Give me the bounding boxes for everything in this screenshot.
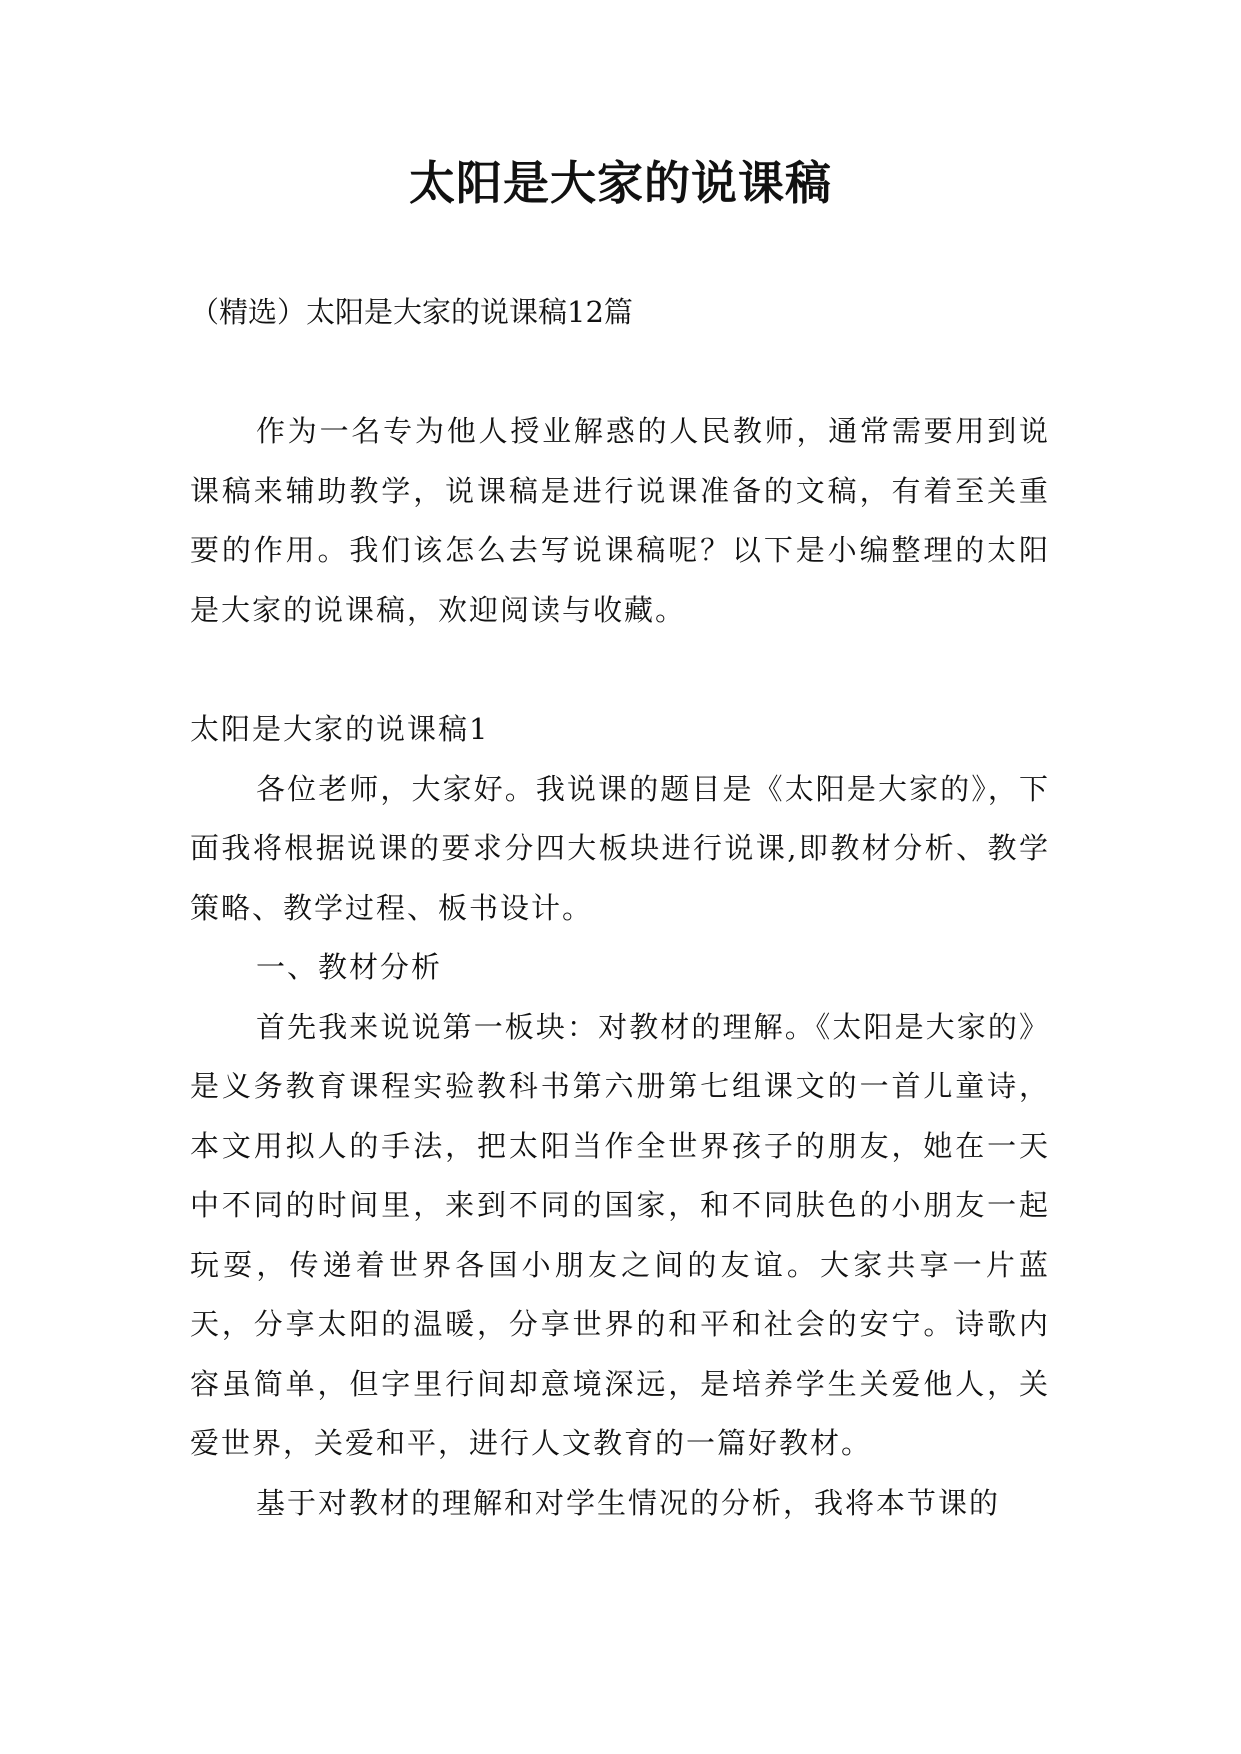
- paragraph: 各位老师，大家好。我说课的题目是《太阳是大家的》，下面我将根据说课的要求分四大板块进行说课,即教材分析、教学策略、教学过程、板书设计。: [190, 771, 1050, 925]
- document-subtitle: （精选）太阳是大家的说课稿12篇: [190, 295, 633, 329]
- section-1: [190, 700, 1050, 1533]
- paragraph: 首先我来说说第一板块：对教材的理解。《太阳是大家的》是义务教育课程实验教科书第六册第七组课文的一首儿童诗，本文用拟人的手法，把太阳当作全世界孩子的朋友，她在一天中不同的时间里，来到不同的国家，和不同肤色的小朋友一起玩耍，传递着世界各国小朋友之间的友谊。大家共享一片蓝天，分享太阳的温暖，分享世界的和平和社会的安宁。诗歌内容虽简单，但字里行间却意境深远，是培养学生关爱他人，关爱世界，关爱和平，进行人文教育的一篇好教材。: [190, 1009, 1050, 1460]
- subsection-heading: 一、教材分析: [256, 950, 443, 984]
- paragraph: 基于对教材的理解和对学生情况的分析，我将本节课的: [256, 1485, 1001, 1520]
- intro-paragraph: 作为一名专为他人授业解惑的人民教师，通常需要用到说课稿来辅助教学，说课稿是进行说课准备的文稿，有着至关重要的作用。我们该怎么去写说课稿呢？以下是小编整理的太阳是大家的说课稿，欢迎阅读与收藏。: [190, 414, 1050, 627]
- document-title: 太阳是大家的说课稿: [409, 156, 832, 210]
- intro-block: [190, 402, 1050, 640]
- section-heading: 太阳是大家的说课稿1: [190, 712, 490, 746]
